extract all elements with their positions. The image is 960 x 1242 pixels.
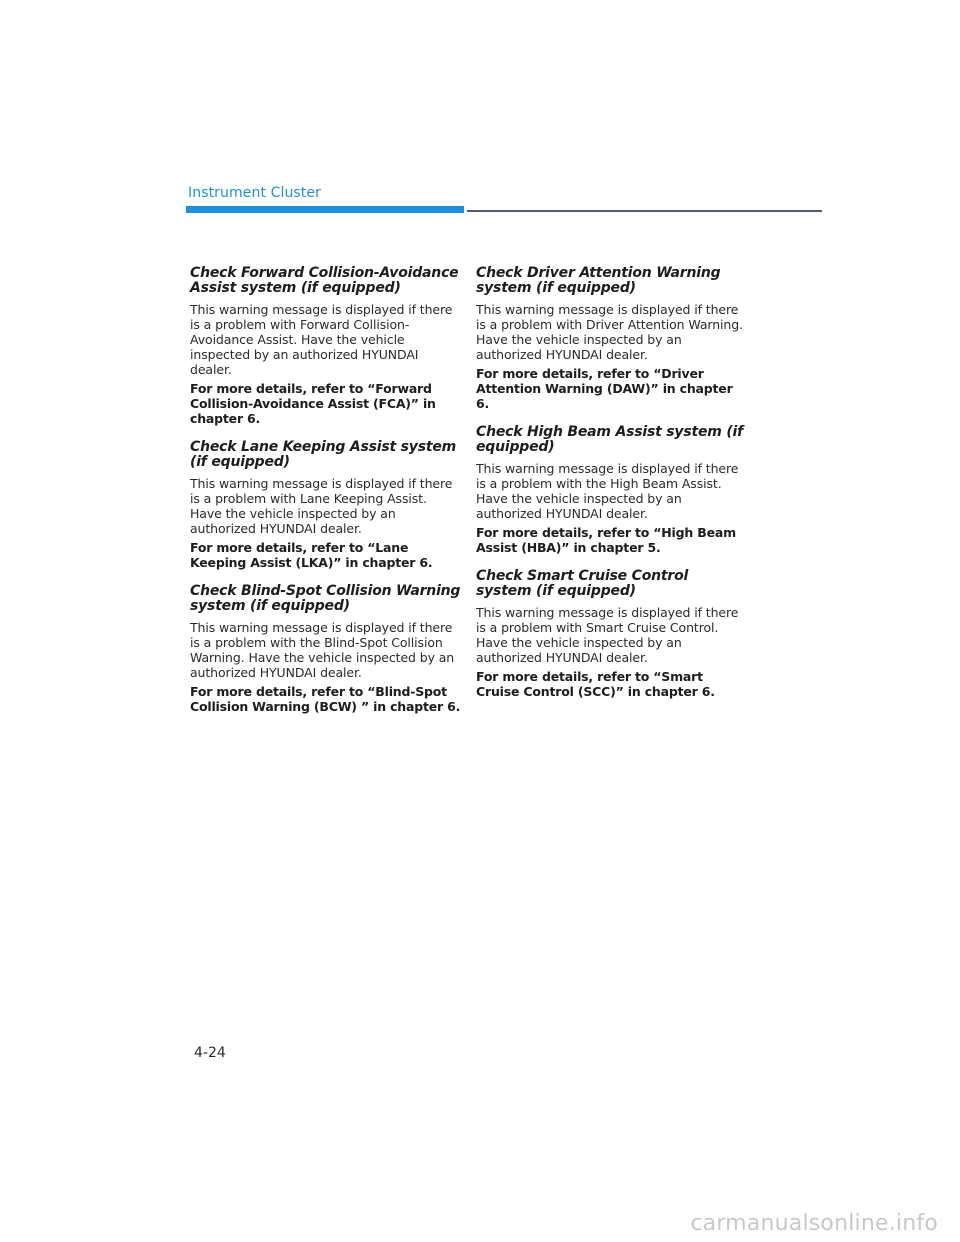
section-reference: For more details, refer to “Lane Keeping Assist (LKA)” in chapter 6. — [190, 540, 433, 570]
header-rule — [467, 210, 822, 212]
section-reference: For more details, refer to “High Beam Assist (HBA)” in chapter 5. — [476, 525, 736, 555]
section-lane-keeping-assist — [190, 440, 462, 570]
section-high-beam-assist — [476, 425, 748, 555]
left-column — [190, 266, 462, 728]
watermark-text: carmanualsonline.info — [690, 1211, 938, 1236]
section-heading: Check High Beam Assist system (if equipped) — [476, 424, 744, 455]
section-reference: For more details, refer to “Smart Cruise Control (SCC)” in chapter 6. — [476, 669, 715, 699]
page-number: 4-24 — [194, 1045, 226, 1061]
section-body: This warning message is displayed if there is a problem with the High Beam Assist. Have the vehicle inspected by an authorized HYUNDAI dealer. — [476, 461, 739, 521]
section-driver-attention-warning — [476, 266, 748, 411]
section-body: This warning message is displayed if there is a problem with the Blind-Spot Collision Warning. Have the vehicle inspected by an authorized HYUNDAI dealer. — [190, 620, 455, 680]
header-accent-bar — [186, 206, 464, 213]
section-reference: For more details, refer to “Blind-Spot Collision Warning (BCW) ” in chapter 6. — [190, 684, 461, 714]
section-heading: Check Lane Keeping Assist system (if equipped) — [190, 439, 457, 470]
section-heading: Check Blind-Spot Collision Warning system (if equipped) — [190, 583, 461, 614]
section-body: This warning message is displayed if there is a problem with Driver Attention Warning. Have the vehicle inspected by an authorized HYUNDAI dealer. — [476, 302, 743, 362]
section-heading: Check Driver Attention Warning system (if equipped) — [476, 265, 721, 296]
section-body: This warning message is displayed if there is a problem with Lane Keeping Assist. Have the vehicle inspected by an authorized HYUNDAI dealer. — [190, 476, 453, 536]
section-body: This warning message is displayed if there is a problem with Forward Collision-Avoidance Assist. Have the vehicle inspected by an authorized HYUNDAI dealer. — [190, 302, 453, 377]
section-heading: Check Forward Collision-Avoidance Assist system (if equipped) — [190, 265, 459, 296]
section-blind-spot-collision-warning — [190, 584, 462, 714]
section-heading: Check Smart Cruise Control system (if equipped) — [476, 568, 689, 599]
section-body: This warning message is displayed if there is a problem with Smart Cruise Control. Have the vehicle inspected by an authorized HYUNDAI dealer. — [476, 605, 739, 665]
section-smart-cruise-control — [476, 569, 748, 699]
section-reference: For more details, refer to “Forward Collision-Avoidance Assist (FCA)” in chapter 6. — [190, 381, 436, 426]
right-column — [476, 266, 748, 713]
section-reference: For more details, refer to “Driver Attention Warning (DAW)” in chapter 6. — [476, 366, 733, 411]
section-forward-collision-avoidance — [190, 266, 462, 426]
chapter-title: Instrument Cluster — [188, 185, 321, 201]
